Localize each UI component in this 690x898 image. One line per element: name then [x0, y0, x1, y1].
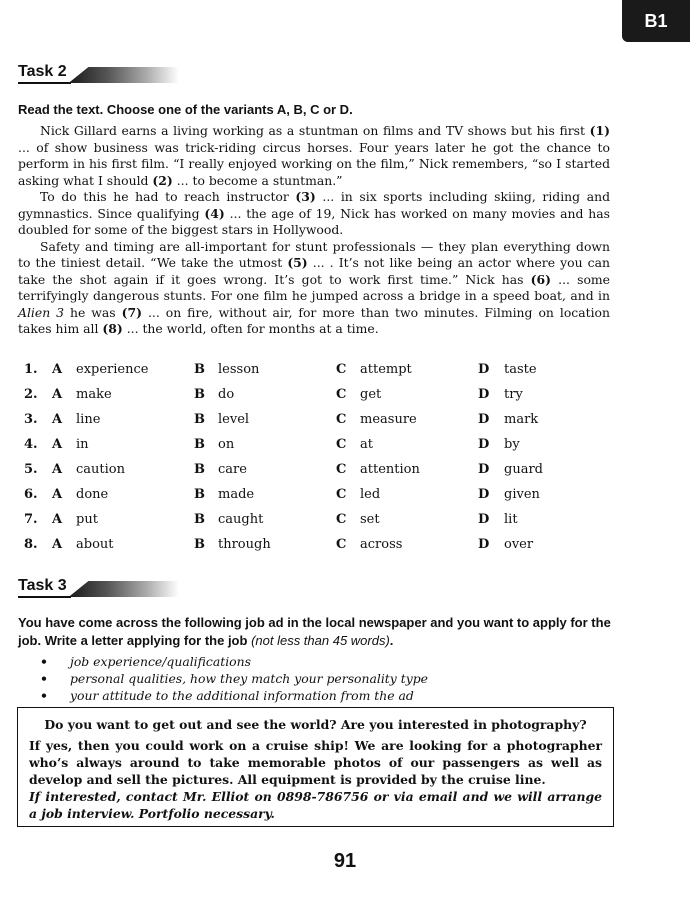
gap-7: (7) — [121, 304, 142, 320]
question-number: 4. — [24, 437, 38, 452]
option-b: level — [218, 412, 250, 427]
option-a: done — [76, 487, 109, 502]
question-number: 6. — [24, 487, 38, 502]
option-letter-a: A — [52, 537, 63, 552]
option-letter-b: B — [194, 437, 205, 452]
job-ad-box — [17, 707, 614, 827]
option-letter-a: A — [52, 387, 63, 402]
option-c: across — [360, 537, 403, 552]
gap-8: (8) — [102, 321, 123, 336]
option-row — [20, 460, 580, 485]
option-row — [20, 435, 580, 460]
option-letter-c: C — [336, 387, 347, 402]
heading-bar-decoration — [69, 581, 179, 597]
question-number: 2. — [24, 387, 38, 402]
option-row — [20, 485, 580, 510]
gap-6: (6) — [530, 271, 552, 287]
list-item: • personal qualities, how they match your personality type — [40, 671, 428, 686]
option-letter-d: D — [478, 362, 490, 377]
heading-bar-decoration — [69, 67, 179, 83]
option-letter-b: B — [194, 387, 205, 402]
bullet-icon: • — [40, 671, 48, 686]
option-letter-a: A — [52, 512, 63, 527]
option-b: lesson — [218, 362, 260, 377]
option-row — [20, 385, 580, 410]
question-number: 3. — [24, 412, 38, 427]
option-d: over — [504, 537, 534, 552]
option-d: mark — [504, 412, 539, 427]
option-row — [20, 360, 580, 385]
option-letter-a: A — [52, 437, 63, 452]
option-letter-b: B — [194, 362, 205, 377]
letter-points-list — [40, 653, 428, 704]
option-letter-d: D — [478, 437, 490, 452]
question-number: 5. — [24, 462, 38, 477]
option-letter-a: A — [52, 412, 63, 427]
option-c: attempt — [360, 362, 412, 377]
passage-paragraph: To do this he had to reach instructor (3) ... in six sports including skiing, riding and gymnastics. Since qualifying (4) ... the age of 19, Nick has worked on many movies and has doubled for some of the biggest stars in Hollywood. — [18, 189, 611, 237]
option-letter-d: D — [478, 537, 490, 552]
question-number: 1. — [24, 362, 38, 377]
level-tab: B1 — [622, 0, 690, 42]
bullet-icon: • — [40, 654, 48, 669]
option-a: caution — [76, 462, 125, 477]
answer-options-table — [20, 360, 580, 560]
option-b: on — [218, 437, 235, 452]
option-d: given — [504, 487, 540, 502]
gap-3: (3) — [295, 189, 316, 204]
option-letter-b: B — [194, 512, 205, 527]
option-row — [20, 410, 580, 435]
option-letter-b: B — [194, 412, 205, 427]
option-b: care — [218, 462, 247, 477]
gap-5: (5) — [287, 255, 308, 270]
option-a: make — [76, 387, 112, 402]
option-letter-b: B — [194, 537, 205, 552]
task-3-title: Task 3 — [18, 576, 71, 598]
task-3-instruction: You have come across the following job ad in the local newspaper and you want to apply for the job. Write a letter applying for the job (not less than 45 words). — [18, 615, 611, 648]
option-letter-d: D — [478, 387, 490, 402]
option-a: about — [76, 537, 114, 552]
option-letter-a: A — [52, 487, 63, 502]
task-3-heading — [18, 576, 179, 598]
option-letter-b: B — [194, 487, 205, 502]
option-letter-c: C — [336, 537, 347, 552]
option-letter-a: A — [52, 462, 63, 477]
option-c: get — [360, 387, 382, 402]
option-letter-d: D — [478, 487, 490, 502]
page-number: 91 — [333, 850, 357, 872]
option-letter-a: A — [52, 362, 63, 377]
option-letter-d: D — [478, 512, 490, 527]
option-a: line — [76, 412, 101, 427]
passage-paragraph: Safety and timing are all-important for stunt professionals — they plan everything down to the tiniest detail. “We take the utmost (5) ... . It’s not like being an actor where you can take the shot again if it goes wrong. It’s got to work first time.” Nick has (6) ... some terrifyingly dangerous stunts. For one film he jumped across a bridge in a speed boat, and in Alien 3 he was (7) ... on fire, without air, for more than two minutes. Filming on location takes him all (8) ... the world, often for months at a time. — [18, 238, 611, 336]
option-c: measure — [360, 412, 417, 427]
option-letter-c: C — [336, 487, 347, 502]
option-letter-b: B — [194, 462, 205, 477]
question-number: 8. — [24, 537, 38, 552]
option-d: guard — [504, 462, 543, 477]
option-c: attention — [360, 462, 420, 477]
option-letter-c: C — [336, 412, 347, 427]
bullet-icon: • — [40, 688, 48, 703]
option-c: at — [360, 437, 373, 452]
list-item: • your attitude to the additional information from the ad — [40, 688, 414, 703]
task-2-title: Task 2 — [18, 62, 71, 84]
option-letter-c: C — [336, 462, 347, 477]
option-b: do — [218, 387, 235, 402]
task-2-instruction: Read the text. Choose one of the variants A, B, C or D. — [18, 102, 353, 117]
option-row — [20, 535, 580, 560]
passage-paragraph: Nick Gillard earns a living working as a stuntman on films and TV shows but his first (1) ... of show business was trick-riding circus horses. Four years later he got the chance to perform in his first film. “I really enjoyed working on the film,” Nick remembers, “so I started asking what I should (2) ... to become a stuntman.” — [18, 123, 610, 188]
option-letter-d: D — [478, 462, 490, 477]
option-a: in — [76, 437, 89, 452]
question-number: 7. — [24, 512, 38, 527]
option-b: through — [218, 537, 271, 552]
gap-4: (4) — [204, 205, 225, 221]
option-d: lit — [504, 512, 518, 527]
option-c: led — [360, 487, 381, 502]
gap-2: (2) — [152, 172, 173, 188]
option-letter-c: C — [336, 362, 347, 377]
task-2-heading — [18, 62, 179, 84]
ad-contact: If interested, contact Mr. Elliot on 0898-786756 or via email and we will arrange a job interview. Portfolio necessary. — [29, 789, 602, 821]
option-d: by — [504, 437, 520, 452]
ad-headline: Do you want to get out and see the world? Are you interested in photography? — [44, 717, 587, 732]
film-title: Alien 3 — [18, 304, 65, 320]
option-b: caught — [218, 512, 264, 527]
gap-1: (1) — [589, 123, 610, 138]
option-letter-c: C — [336, 512, 347, 527]
ad-body: If yes, then you could work on a cruise ship! We are looking for a photographer who’s always around to take memorable photos of our passengers as well as develop and sell the pictures. All equipment is provided by the cruise line. — [29, 738, 602, 787]
option-letter-d: D — [478, 412, 490, 427]
option-letter-c: C — [336, 437, 347, 452]
option-a: put — [76, 512, 98, 527]
option-a: experience — [76, 362, 149, 377]
option-b: made — [218, 487, 255, 502]
list-item: • job experience/qualifications — [40, 654, 251, 669]
option-c: set — [360, 512, 380, 527]
reading-passage — [18, 123, 610, 338]
option-d: try — [504, 387, 523, 402]
option-d: taste — [504, 362, 537, 377]
option-row — [20, 510, 580, 535]
word-count-note: (not less than 45 words) — [251, 633, 390, 648]
